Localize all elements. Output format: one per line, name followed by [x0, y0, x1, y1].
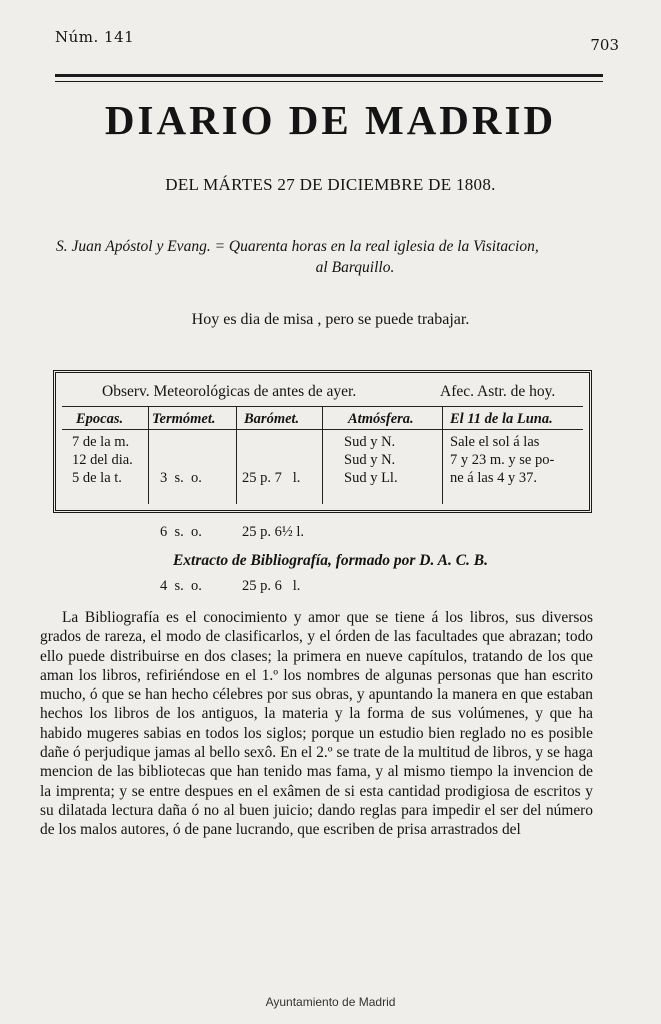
- issue-number: Núm. 141: [55, 28, 135, 46]
- header-atmosfera: Atmósfera.: [348, 411, 414, 427]
- astro-title: Afec. Astr. de hoy.: [440, 383, 556, 400]
- luna-column: [450, 433, 554, 487]
- table-cell: Sale el sol á las: [450, 434, 540, 450]
- termometro-column: [160, 433, 202, 631]
- saints-line-1: S. Juan Apóstol y Evang. = Quarenta horas en la real iglesia de la Visitacion,: [56, 238, 539, 255]
- article-paragraph: La Bibliografía es el conocimiento y amor que se tiene á los libros, sus diversos grados de rareza, el modo de clasificarlos, y el órden de las facultades que abrazan; todo ello puede distribuirse en dos clases; la primera en nueve capítulos, tratando de los que aman los libros, refiriéndose en el 1.º los nombres de algunas personas que han escrito mucho, ó que se han hecho célebres por sus obras, y apuntando la manera en que estaban hechos los libros de los antiguos, la materia y la forma de sus volúmenes, y que ha habido mugeres sabias en todos los siglos; porque un estudio bien reglado no es posible dañe ó perjudique jamas al bello sexô. En el 2.º se trate de la multitud de libros, y se haga mencion de las bibliotecas que han tenido mas fama, y al mismo tiempo la invencion de la imprenta; y se entre despues en el exâmen de si esta cantidad prodigiosa de escritos y su dilatada lectura daña ó no al buen juicio; dando reglas para impedir el ser del número de los malos autores, ó de pane lucrando, que escriben de prisa arrastrados del: [40, 609, 593, 839]
- table-cell: 3 s. o.: [160, 470, 202, 486]
- page-number: 703: [590, 36, 619, 54]
- saints-line-2: al Barquillo.: [315, 259, 395, 276]
- table-cell: 25 p. 6½ l.: [242, 524, 305, 540]
- header-luna: El 11 de la Luna.: [450, 411, 553, 427]
- weather-title: Observ. Meteorológicas de antes de ayer.: [102, 383, 357, 400]
- atmosfera-column: [344, 433, 398, 487]
- top-rule-thick: [55, 74, 603, 77]
- mass-notice: Hoy es dia de misa , pero se puede trabajar.: [191, 311, 470, 328]
- table-cell: 25 p. 6 l.: [242, 578, 301, 594]
- column-divider: [148, 407, 149, 504]
- column-divider: [236, 407, 237, 504]
- footer-credit: Ayuntamiento de Madrid: [265, 995, 396, 1009]
- table-cell: Sud y N.: [344, 452, 396, 468]
- article-heading: Extracto de Bibliografía, formado por D. A. C. B.: [172, 552, 489, 569]
- table-cell: Sud y Ll.: [344, 470, 398, 486]
- epocas-column: [72, 433, 133, 487]
- article-body: [40, 608, 593, 840]
- masthead-title: DIARIO DE MADRID: [104, 97, 557, 143]
- table-cell: 5 de la t.: [72, 470, 122, 486]
- header-epocas: Epocas.: [76, 411, 124, 427]
- saints-of-day: [56, 236, 604, 278]
- header-barometro: Barómet.: [244, 411, 300, 427]
- table-cell: Sud y N.: [344, 434, 396, 450]
- table-cell: 4 s. o.: [160, 578, 202, 594]
- barometro-column: [242, 433, 304, 631]
- dateline: DEL MÁRTES 27 DE DICIEMBRE DE 1808.: [165, 175, 496, 194]
- table-cell: ne á las 4 y 37.: [450, 470, 537, 486]
- header-termometro: Termómet.: [152, 411, 216, 427]
- table-cell: 25 p. 7 l.: [242, 470, 301, 486]
- column-divider: [442, 407, 443, 504]
- table-cell: 7 y 23 m. y se po-: [450, 452, 555, 468]
- column-divider: [322, 407, 323, 504]
- table-cell: 6 s. o.: [160, 524, 202, 540]
- table-cell: 7 de la m.: [72, 434, 130, 450]
- top-rule-thin: [55, 81, 603, 82]
- table-cell: 12 del dia.: [72, 452, 133, 468]
